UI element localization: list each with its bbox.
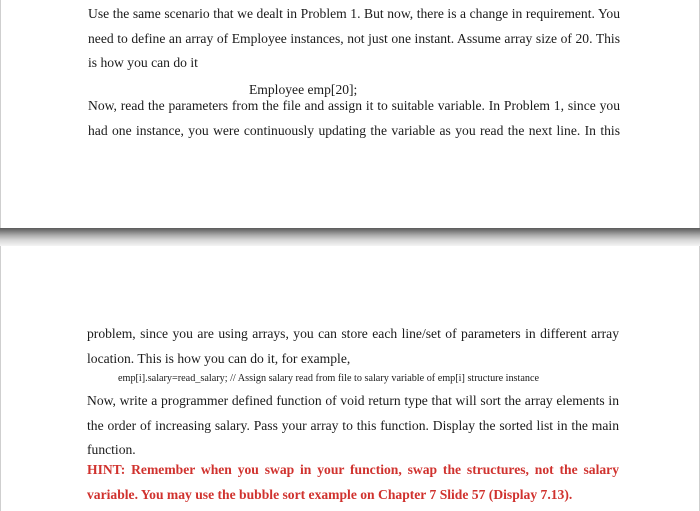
hint-paragraph	[87, 458, 619, 507]
document-page-1	[0, 0, 700, 228]
code-line-array-declaration: Employee emp[20];	[249, 82, 358, 97]
text-line: Now, write a programmer defined function of void return type that will sort the array elements in	[87, 393, 619, 408]
text-line: had one instance, you were continuously updating the variable as you read the next line. In this	[88, 122, 620, 138]
hint-line: variable. You may use the bubble sort example on Chapter 7 Slide 57 (Display 7.13).	[87, 486, 573, 502]
text-line: is how you can do it	[88, 55, 198, 70]
text-line: problem, since you are using arrays, you can store each line/set of parameters in different array	[87, 326, 619, 341]
text-line: Use the same scenario that we dealt in Problem 1. But now, there is a change in requirement. You	[88, 6, 620, 21]
paragraph-intro	[88, 2, 620, 76]
text-line: function.	[87, 442, 136, 457]
paragraph-sort-function	[87, 389, 619, 463]
paragraph-arrays	[87, 322, 619, 371]
text-line: location. This is how you can do it, for example,	[87, 350, 351, 366]
hint-line: HINT: Remember when you swap in your function, swap the structures, not the salary	[87, 462, 619, 477]
paragraph-read-parameters	[88, 94, 620, 143]
page-break-shadow	[0, 228, 700, 246]
code-note-salary-assignment: emp[i].salary=read_salary; // Assign salary read from file to salary variable of emp[i] structure instance	[118, 373, 540, 384]
text-line: need to define an array of Employee instances, not just one instant. Assume array size of 20. This	[88, 30, 620, 46]
text-line: Now, read the parameters from the file and assign it to suitable variable. In Problem 1, since you	[88, 98, 620, 113]
text-line: the order of increasing salary. Pass your array to this function. Display the sorted list in the main	[87, 417, 619, 433]
